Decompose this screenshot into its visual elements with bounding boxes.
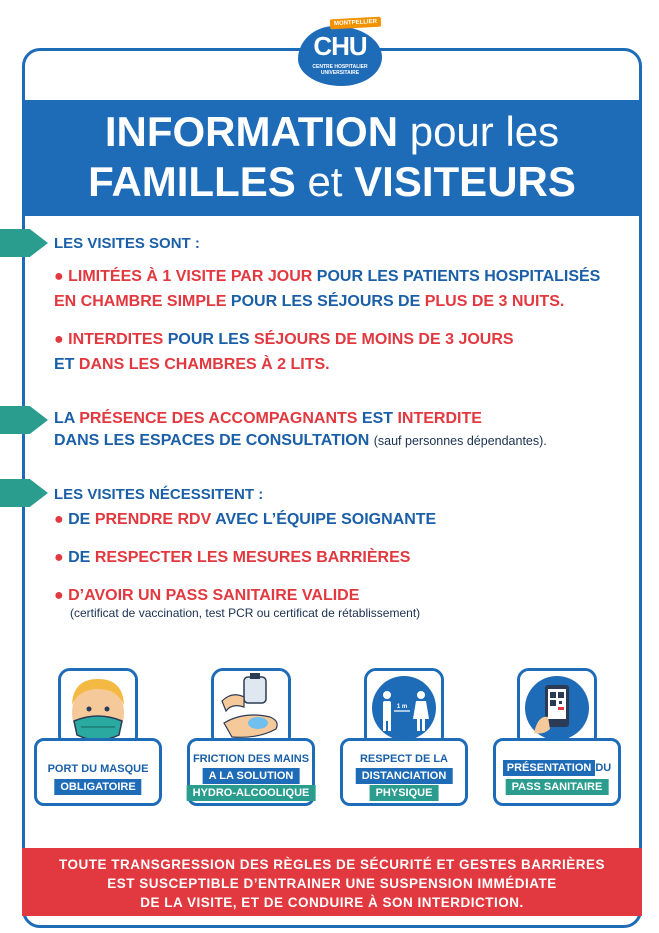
chu-logo [296, 12, 394, 92]
footer-line-2: EST SUSCEPTIBLE D’ENTRAINER UNE SUSPENSION IMMÉDIATE [107, 876, 557, 891]
rdv-text: PRENDRE RDV [94, 511, 212, 528]
warning-footer [22, 848, 642, 916]
visit-limit-text: LIMITÉES À 1 VISITE PAR JOUR [68, 268, 313, 285]
distancing-icon [364, 668, 444, 748]
hand-chip-2: HYDRO-ALCOOLIQUE [187, 785, 316, 801]
card-health-pass [493, 668, 621, 804]
mask-label [34, 738, 162, 806]
pass-chip-1: PRÉSENTATION [503, 760, 596, 776]
patients-text: POUR LES PATIENTS HOSPITALISÉS [316, 268, 601, 285]
logo-mark [298, 26, 382, 86]
and-text: ET [54, 356, 75, 373]
mask-icon [58, 668, 138, 748]
distancing-chip-1: DISTANCIATION [356, 768, 453, 784]
double-rooms-text: DANS LES CHAMBRES À 2 LITS. [78, 356, 330, 373]
pass-line-1 [496, 762, 618, 774]
footer-line-1: TOUTE TRANSGRESSION DES RÈGLES DE SÉCURITÉ ET GESTES BARRIÈRES [58, 857, 606, 872]
short-stays-text: SÉJOURS DE MOINS DE 3 JOURS [253, 331, 514, 348]
section1-title: LES VISITES SONT : [54, 235, 200, 252]
section3-bullet1 [54, 511, 436, 529]
logo-city-tag: MONTPELLIER [330, 17, 381, 30]
header-line-2 [22, 158, 642, 206]
logo-subtitle-1: CENTRE HOSPITALIER [312, 64, 368, 70]
bullet-icon: ● [54, 268, 64, 285]
health-pass-text: D’AVOIR UN PASS SANITAIRE VALIDE [68, 587, 360, 604]
header-et: et [307, 158, 343, 205]
mask-chip: OBLIGATOIRE [54, 779, 141, 795]
section3-bullet3 [54, 587, 359, 605]
header-information: INFORMATION [104, 108, 399, 155]
section1-bullet1-line1 [54, 268, 600, 286]
forbidden-text: INTERDITES [68, 331, 164, 348]
interdite-text: INTERDITE [397, 410, 482, 427]
dependent-note: (sauf personnes dépendantes). [373, 434, 547, 448]
header-pour-les: pour les [409, 108, 560, 155]
header-banner [22, 100, 642, 216]
hand-sanitizer-icon [211, 668, 291, 748]
section3-bullet2 [54, 549, 410, 567]
hand-chip-1: A LA SOLUTION [203, 768, 300, 784]
la-text: LA [54, 410, 75, 427]
barrier-measures-text: RESPECTER LES MESURES BARRIÈRES [94, 549, 411, 566]
section1-bullet1-line2 [54, 293, 564, 311]
bullet-icon: ● [54, 549, 64, 566]
card-hand-sanitizer [187, 668, 315, 804]
distance-sign: 1 m [396, 704, 408, 710]
card-distancing [340, 668, 468, 804]
hand-sanitizer-label [187, 738, 315, 806]
stays-text: POUR LES SÉJOURS DE [230, 293, 421, 310]
hand-label-text: FRICTION DES MAINS [192, 753, 310, 765]
section1-bullet2-line2 [54, 356, 330, 374]
footer-line-3: DE LA VISITE, ET DE CONDUIRE À SON INTERDICTION. [140, 895, 524, 910]
distancing-chip-2: PHYSIQUE [370, 785, 439, 801]
single-room-text: EN CHAMBRE SIMPLE [54, 293, 227, 310]
distancing-label-text: RESPECT DE LA [359, 753, 448, 765]
consultation-text: DANS LES ESPACES DE CONSULTATION [54, 432, 370, 449]
header-visiteurs: VISITEURS [354, 158, 576, 205]
header-line-1 [22, 108, 642, 156]
bullet-icon: ● [54, 511, 64, 528]
for-text: POUR LES [167, 331, 250, 348]
health-pass-label [493, 738, 621, 806]
section1-bullet2-line1 [54, 331, 514, 349]
companions-text: PRÉSENCE DES ACCOMPAGNANTS [79, 410, 358, 427]
bullet-icon: ● [54, 331, 64, 348]
health-pass-note: (certificat de vaccination, test PCR ou certificat de rétablissement) [70, 606, 421, 620]
logo-name: CHU [313, 31, 367, 61]
care-team-text: AVEC L’ÉQUIPE SOIGNANTE [215, 511, 437, 528]
est-text: EST [361, 410, 394, 427]
logo-subtitle-2: UNIVERSITAIRE [320, 70, 360, 76]
de-text: DE [68, 549, 91, 566]
card-mask [34, 668, 162, 804]
health-pass-icon [517, 668, 597, 748]
pass-du-text: DU [595, 762, 612, 774]
de-text: DE [68, 511, 91, 528]
section2-line2 [54, 432, 547, 450]
three-nights-text: PLUS DE 3 NUITS. [424, 293, 565, 310]
bullet-icon: ● [54, 587, 64, 604]
section3-title: LES VISITES NÉCESSITENT : [54, 486, 264, 503]
header-familles: FAMILLES [88, 158, 296, 205]
distancing-label [340, 738, 468, 806]
section2-line1 [54, 410, 482, 428]
pass-chip-2: PASS SANITAIRE [506, 779, 609, 795]
mask-label-text: PORT DU MASQUE [47, 763, 149, 775]
